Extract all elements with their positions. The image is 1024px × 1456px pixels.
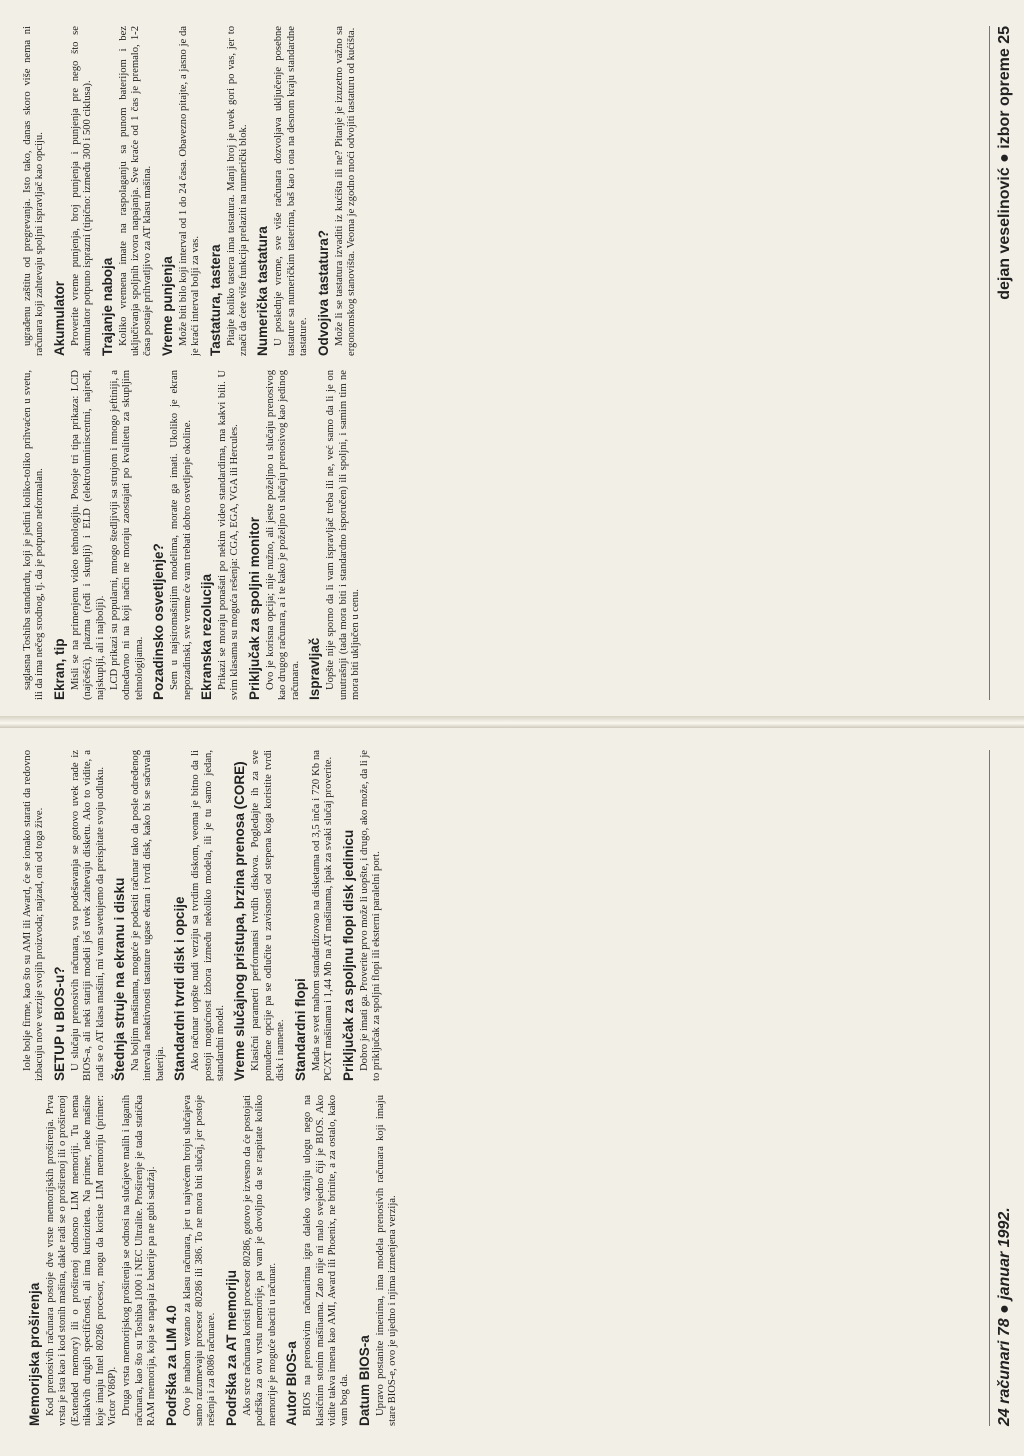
- paragraph: Pitajte koliko tastera ima tastatura. Manji broj je uvek gori po vas, jer to znači da ćete više funkcija prelaziti na numerički blok.: [225, 26, 250, 356]
- section-heading: Odvojiva tastatura?: [315, 229, 331, 356]
- paragraph: Može biti bilo koji interval od 1 do 24 časa. Obavezno pitajte, a jasno je da je kraći interval bolji za vas.: [177, 26, 202, 356]
- right-column-1: [22, 370, 974, 700]
- paragraph: LCD prikazi su popularni, mnogo štedljiviji sa strujom i mnogo jeftiniji, a odnedavno ni na koji način ne moraju zaostajati po kvalitetu za skupljim tehnologijama.: [109, 370, 145, 700]
- section-heading: Autor BIOS-a: [284, 1341, 300, 1426]
- section-heading: Akumulator: [51, 280, 67, 356]
- left-page: [0, 728, 1024, 1456]
- section-heading: Pozadinsko osvetljenje?: [151, 543, 167, 700]
- section-heading: Podrška za AT memoriju: [223, 1269, 239, 1426]
- left-column-1: [22, 1095, 974, 1426]
- paragraph: ugrađenu zaštitu od pregrevanja. Isto tako, danas skoro više nema ni računara koji zahtevaju spoljni ispravljač kao opciju.: [22, 26, 46, 356]
- section-heading: Vreme slučajnog pristupa, brzina prenosa (CORE): [232, 761, 248, 1081]
- paragraph: Misli se na primenjenu video tehnologiju. Postoje tri tipa prikaza: LCD (najčešći), plazma (ređi i skuplji) i ELD (elektroluminiscentni, najređi, najskuplji, ali i najbolji).: [69, 370, 106, 700]
- paragraph: U slučaju prenosivih računara, sva podešavanja se gotovo uvek rade iz BIOS-a, ali neki stariji modeli još uvek zahtevaju disketu. Ako to vidite, a radi se o AT klasa mašini, mi vam savetujemo da preispitate svoju odluku.: [69, 750, 106, 1081]
- paragraph: Iole bolje firme, kao što su AMI ili Award, će se ionako starati da redovno izbacuju nove verzije svojih proizvoda; najzad, oni od toga žive.: [22, 750, 46, 1081]
- paragraph: Ovo je korisna opcija; nije nužno, ali jeste poželjno u slučaju prenosivog kao drugog računara, a i te kako je poželjno u slučaju prenosivog kao jedinog računara.: [264, 370, 301, 700]
- section-heading: Standardni flopi: [292, 978, 308, 1081]
- paragraph: U poslednje vreme, sve više računara dozvoljava uključenje posebne tastature sa numeričkim tasterima, baš kao i ona na desnom kraju standardne tastature.: [273, 26, 310, 356]
- paragraph: Ako računar uopšte nudi verziju sa tvrdim diskom, veoma je bitno da li postoji mogućnost izbora između nekoliko modela, ili je tu samo jedan, standardni model.: [190, 750, 227, 1081]
- section-heading: Memorijska proširenja: [27, 1282, 42, 1426]
- page-footer-left: 24 računari 78 ● januar 1992.: [996, 1207, 1013, 1426]
- paragraph: saglasna Toshiba standardu, koji je jedini koliko-toliko prihvaćen u svetu, ili da ima nečeg srodnog, tj. da je potpuno neformalan.: [22, 370, 46, 700]
- left-column-2: [22, 750, 974, 1081]
- paragraph: Koliko vremena imate na raspolaganju sa punom baterijom i bez uključivanja spoljnih izvora napajanja. Sve kraće od 1 čas je premalo, 1-2 časa postaje prihvatljivo za AT klasu mašina.: [117, 26, 154, 356]
- footer-rule: [989, 750, 990, 1426]
- paragraph: Ovo je mahom vezano za klasu računara, jer u najvećem broju slučajeva samo razumevaju procesor 80286 ili 386. To ne mora biti slučaj, jer postoje rešenja i za 8086 računare.: [181, 1095, 218, 1426]
- section-heading: Priključak za spoljni monitor: [246, 516, 262, 700]
- paragraph: Može li se tastatura izvaditi iz kućišta ili ne? Pitanje je izuzetno važno sa ergonomskog stanovišta. Veoma je zgodno moći odvojiti tastaturu od kućišta.: [333, 26, 358, 356]
- section-heading: Štednja struje na ekranu i disku: [112, 877, 128, 1081]
- paragraph: Prikazi se moraju ponašati po nekim video standardima, ma kakvi bili. U svim klasama su moguća rešenja: CGA, EGA, VGA ili Hercules.: [217, 370, 241, 700]
- paragraph: Upravo postanite imenima, ima modela prenosivih računara koji imaju stare BIOS-e, ovo je ujedno i njima izmenjena verzija.: [374, 1095, 399, 1426]
- section-heading: Numerička tastatura: [255, 226, 271, 356]
- paragraph: Dobro je imati ga. Proverite prvo može li uopšte, i drugo, ako može, da li je to priključak za spoljni flopi ili eksterni paralelni port.: [358, 750, 382, 1081]
- paragraph: BIOS na prenosivim računarima igra daleko važniju ulogu nego na klasičnim stonim mašinama. Zato nije ni malo svejedno čiji je BIOS. Ako vidite takva imena kao AMI, Award ili Phoenix, ne brinite, a za ostalo, kako vam bog da.: [302, 1095, 351, 1426]
- paragraph: Kod prenosivih računara postoje dve vrste memorijskih proširenja. Prva vrsta je ista kao i kod stonih mašina, dakle radi se o proširenoj ili o proširenoj (Extended memory) ili o proširenoj odnosno LIM memoriji. Tu nema nikakvih drugih specifičnosti, ali ima kurioziteta. Na primer, neke mašine koje imaju Intel 80286 procesor, mogu da koriste LIM memoriju (primer: Victor V86P).: [45, 1095, 119, 1426]
- paragraph: Ako srce računara koristi procesor 80286, gotovo je izvesno da će postojati podrška za ovu vrstu memorije, pa vam je dovoljno da se raspitate koliko memorije je moguće ubaciti u računar.: [241, 1095, 278, 1426]
- paragraph: Proverite vreme punjenja, broj punjenja i punjenja pre nego što se akumulator potpuno isprazni (tipično: između 300 i 500 ciklusa).: [69, 26, 94, 356]
- section-heading: Trajanje naboja: [99, 257, 115, 356]
- paragraph: Sem u najsiromašnijim modelima, morate ga imati. Ukoliko je ekran nepozadinski, sve vreme će vam trebati dobro osvetljenje okoline.: [169, 370, 193, 700]
- section-heading: Datum BIOS-a: [356, 1335, 372, 1426]
- section-heading: SETUP u BIOS-u?: [51, 966, 67, 1081]
- paragraph: Druga vrsta memorijskog proširenja se odnosi na slučajeve malih i laganih računara, kao što su Toshiba 1000 i NEC Ultralite. Proširenje je tada statička RAM memorija, koja se napaja iz baterije pa ne gubi sadržaj.: [121, 1095, 158, 1426]
- paragraph: Uopšte nije sporno da li vam ispravljač treba ili ne, već samo da li je on unutrašnji (tada mora biti i standardno isporučen) ili spoljni, i samim tim ne mora biti uključen u cenu.: [325, 370, 361, 700]
- section-heading: Ekran, tip: [51, 638, 67, 700]
- paragraph: Mada se svet mahom standardizovao na disketama od 3,5 inča i 720 Kb na PC/XT mašinama i 1,44 Mb na AT mašinama, ipak za svaki slučaj proverite.: [310, 750, 335, 1081]
- paragraph: Na bolјim mašinama, moguće je podesiti računar tako da posle određenog intervala neaktivnosti tastature ugase ekran i tvrdi disk, kako bi se sačuvala baterija.: [130, 750, 166, 1081]
- section-heading: Standardni tvrdi disk i opcije: [172, 896, 188, 1081]
- section-heading: Podrška za LIM 4.0: [163, 1305, 179, 1426]
- paragraph: Klasični parametri performansi tvrdih diskova. Pogledajte ih za sve ponuđene opcije pa se odlučite u zavisnosti od stepena koga koristite tvrdi disk i namene.: [250, 750, 287, 1081]
- section-heading: Ispravljač: [307, 637, 323, 700]
- section-heading: Priključak za spoljnu flopi disk jedinicu: [340, 829, 356, 1081]
- right-page: [0, 0, 1024, 716]
- section-heading: Tastatura, tastera: [207, 244, 223, 356]
- page-footer-right: dejan veselinović ● izbor opreme 25: [996, 26, 1013, 300]
- section-heading: Ekranska rezolucija: [199, 573, 215, 700]
- section-heading: Vreme punjenja: [159, 256, 175, 356]
- footer-rule: [989, 26, 990, 700]
- right-column-2: [22, 26, 974, 356]
- page-fold: [0, 716, 1024, 728]
